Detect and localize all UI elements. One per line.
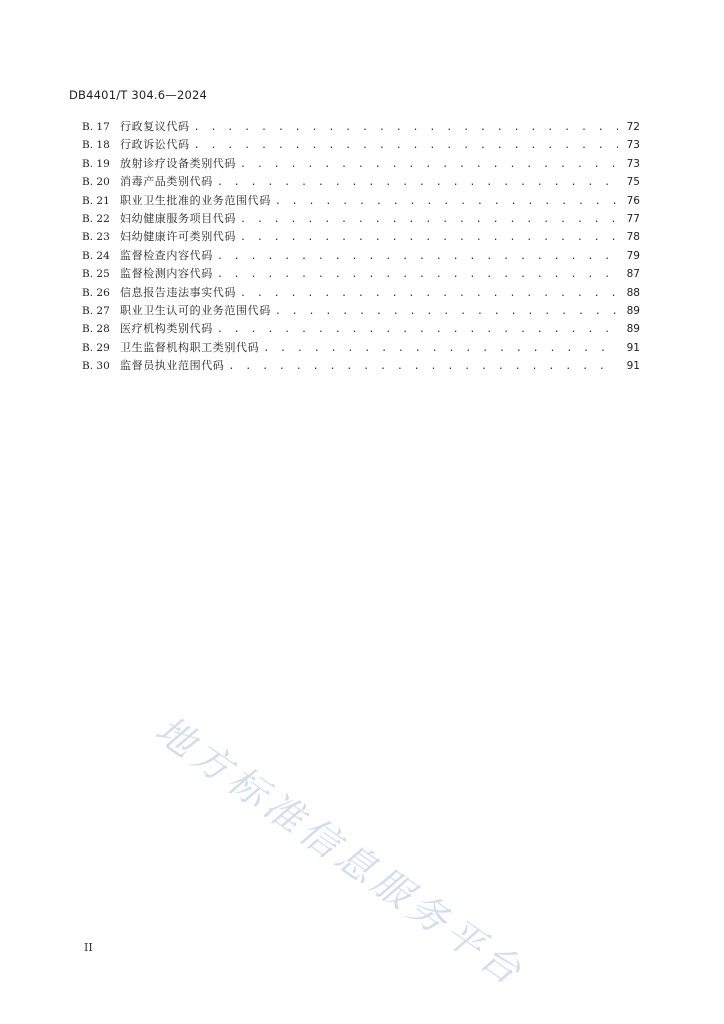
toc-entry[interactable] (82, 136, 640, 154)
toc-leader-dots (217, 266, 618, 284)
toc-entry-number: B. 19 (82, 157, 110, 170)
toc-entry[interactable] (82, 228, 640, 246)
toc-entry-number: B. 23 (82, 231, 110, 244)
toc-entry-page: 75 (626, 176, 640, 189)
toc-entry-number: B. 28 (82, 323, 110, 336)
toc-entry-page: 72 (626, 121, 640, 133)
toc-entry-title: 妇幼健康许可类别代码 (120, 230, 236, 244)
toc-entry-title: 放射诊疗设备类别代码 (120, 156, 236, 170)
toc-entry[interactable] (82, 265, 640, 283)
toc-entry[interactable] (82, 118, 640, 136)
toc-entry-page: 89 (626, 323, 640, 336)
toc-entry-page: 78 (626, 231, 640, 244)
toc-entry-number: B. 27 (82, 304, 110, 317)
toc-entry[interactable] (82, 357, 640, 375)
toc-entry-title: 职业卫生批准的业务范围代码 (120, 193, 271, 207)
watermark-text: 地方标准信息服务平台 (147, 707, 534, 996)
toc-entry-page: 91 (626, 360, 640, 373)
toc-leader-dots (240, 156, 618, 174)
toc-entry[interactable] (82, 320, 640, 338)
toc-entry-number: B. 17 (82, 121, 110, 133)
toc-leader-dots (217, 321, 618, 339)
toc-entry-title: 监督检查内容代码 (120, 248, 213, 262)
toc-entry-page: 91 (626, 341, 640, 354)
toc-entry-title: 监督检测内容代码 (120, 267, 213, 281)
toc-entry-title: 消毒产品类别代码 (120, 175, 213, 189)
toc-entry-number: B. 22 (82, 212, 110, 225)
toc-entry-title: 妇幼健康服务项目代码 (120, 211, 236, 225)
toc-leader-dots (228, 358, 618, 376)
toc-entry-number: B. 25 (82, 268, 110, 281)
toc-leader-dots (240, 285, 618, 303)
toc-entry[interactable] (82, 247, 640, 265)
toc-entry-number: B. 20 (82, 176, 110, 189)
toc-entry-title: 卫生监督机构职工类别代码 (120, 340, 260, 354)
toc-entry-page: 76 (626, 194, 640, 207)
toc-entry-title: 职业卫生认可的业务范围代码 (120, 303, 271, 317)
toc-entry[interactable] (82, 284, 640, 302)
toc-entry-page: 77 (626, 212, 640, 225)
toc-entry-number: B. 29 (82, 341, 110, 354)
toc-leader-dots (275, 303, 618, 321)
toc-entry-title: 行政复议代码 (120, 120, 190, 133)
toc-leader-dots (217, 248, 618, 266)
document-code: DB4401/T 304.6—2024 (69, 88, 208, 102)
toc-entry-title: 医疗机构类别代码 (120, 322, 213, 336)
toc-leader-dots (194, 119, 618, 137)
toc-entry-number: B. 24 (82, 249, 110, 262)
toc-entry[interactable] (82, 210, 640, 228)
toc-entry-title: 行政诉讼代码 (120, 138, 190, 152)
toc-leader-dots (194, 137, 618, 155)
toc-entry-number: B. 21 (82, 194, 110, 207)
toc-leader-dots (275, 193, 618, 211)
toc-entry[interactable] (82, 302, 640, 320)
toc-entry-page: 88 (626, 286, 640, 299)
toc-entry-number: B. 18 (82, 139, 110, 152)
page-number: II (84, 941, 93, 954)
toc-entry[interactable] (82, 173, 640, 191)
toc-entry-page: 79 (626, 249, 640, 262)
toc-entry-number: B. 30 (82, 360, 110, 373)
toc-leader-dots (240, 229, 618, 247)
toc-entry-page: 73 (626, 157, 640, 170)
toc-entry[interactable] (82, 192, 640, 210)
toc-leader-dots (217, 174, 618, 192)
toc-entry-title: 信息报告违法事实代码 (120, 285, 236, 299)
table-of-contents (82, 118, 640, 375)
toc-leader-dots (263, 340, 618, 358)
toc-entry-number: B. 26 (82, 286, 110, 299)
toc-entry-page: 89 (626, 304, 640, 317)
toc-entry[interactable] (82, 155, 640, 173)
toc-entry-title: 监督员执业范围代码 (120, 359, 225, 373)
toc-leader-dots (240, 211, 618, 229)
toc-entry-page: 73 (626, 139, 640, 152)
toc-entry[interactable] (82, 339, 640, 357)
toc-entry-page: 87 (626, 268, 640, 281)
